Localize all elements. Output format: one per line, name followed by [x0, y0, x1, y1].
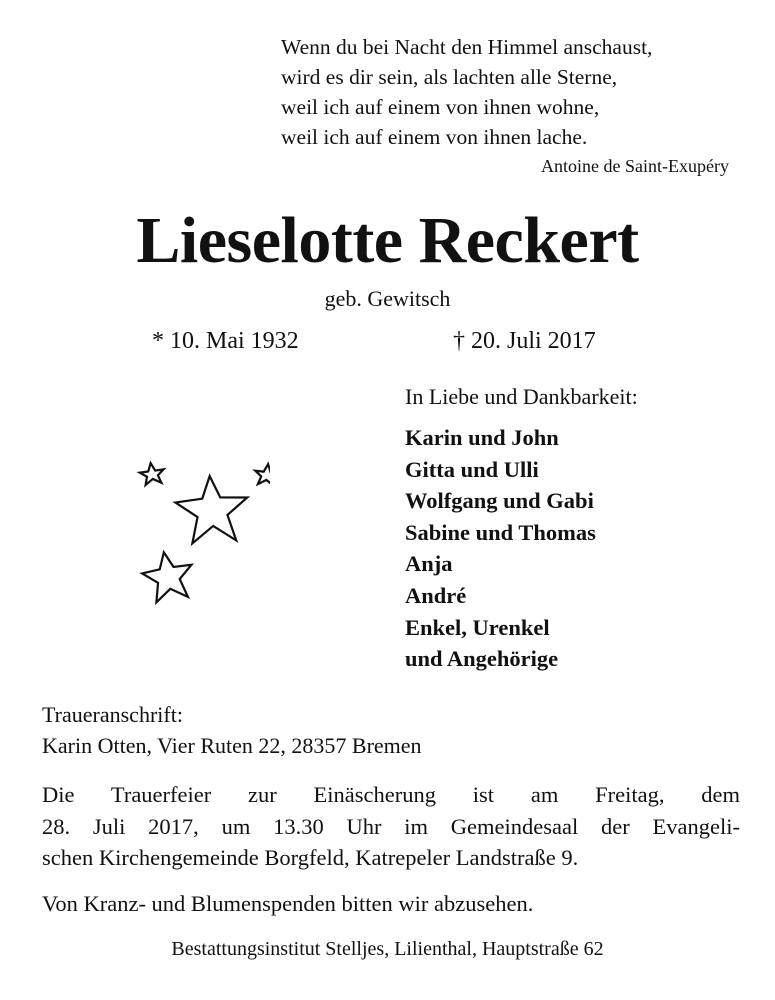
ceremony-line: schen Kirchengemeinde Borgfeld, Katrepeler Landstraße 9. — [42, 845, 579, 870]
stars-icon — [130, 450, 270, 620]
quote-author: Antoine de Saint-Exupéry — [541, 156, 729, 176]
deceased-name: Lieselotte Reckert — [136, 204, 639, 277]
mourner-name: Enkel, Urenkel — [405, 614, 550, 640]
mourner-name: Anja — [405, 551, 453, 577]
quote-line: Wenn du bei Nacht den Himmel anschaust, — [281, 35, 653, 59]
mourner-name: Sabine und Thomas — [405, 519, 596, 545]
quote-line: weil ich auf einem von ihnen wohne, — [281, 95, 600, 119]
flowers-note: Von Kranz- und Blumenspenden bitten wir abzusehen. — [42, 891, 534, 916]
quote-poem — [281, 32, 652, 152]
birth-date: * 10. Mai 1932 — [152, 328, 299, 354]
mourner-name: Karin und John — [405, 425, 559, 450]
maiden-name: geb. Gewitsch — [324, 286, 451, 311]
ceremony-line: 28. Juli 2017, um 13.30 Uhr im Gemeindesaal der Evangeli- — [42, 813, 740, 839]
mourner-name: André — [405, 582, 467, 608]
small-star-icon — [139, 461, 166, 485]
large-star-icon — [174, 474, 250, 545]
mourner-name: Wolfgang und Gabi — [405, 488, 594, 514]
ceremony-line: Die Trauerfeier zur Einäscherung ist am Freitag, dem — [42, 782, 740, 807]
quote-line: weil ich auf einem von ihnen lache. — [281, 125, 588, 149]
address-label: Traueranschrift: — [42, 702, 183, 727]
mourner-name: und Angehörige — [405, 646, 559, 672]
medium-star-icon — [139, 548, 197, 604]
address-value: Karin Otten, Vier Ruten 22, 28357 Bremen — [42, 733, 422, 758]
ceremony-text — [42, 779, 740, 874]
mourner-name: Gitta und Ulli — [405, 456, 539, 482]
mourners-list — [405, 422, 596, 675]
quote-line: wird es dir sein, als lachten alle Sterne, — [281, 65, 618, 89]
small-star-icon — [254, 463, 270, 486]
undertaker-info: Bestattungsinstitut Stelljes, Lilienthal, Hauptstraße 62 — [171, 938, 604, 960]
mourners-intro: In Liebe und Dankbarkeit: — [405, 384, 638, 409]
death-date: † 20. Juli 2017 — [453, 328, 596, 354]
